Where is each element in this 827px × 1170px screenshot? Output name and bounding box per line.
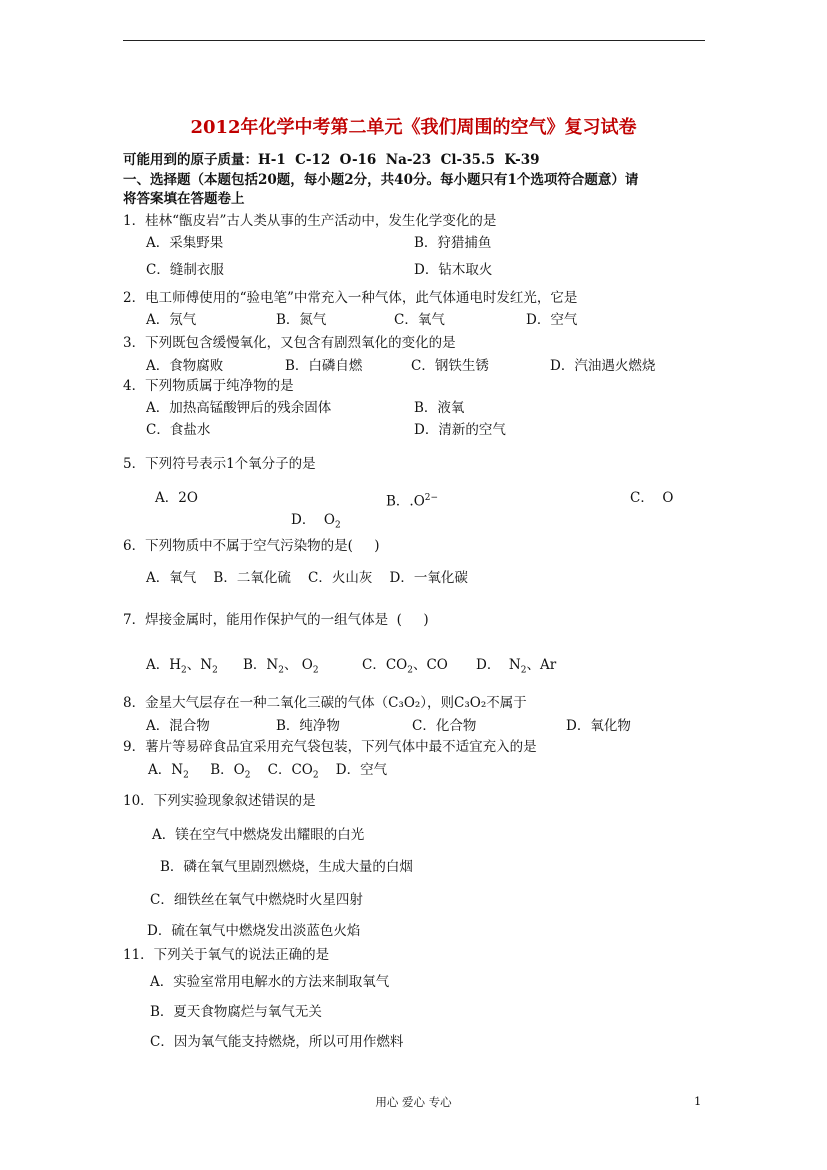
q9-option-d: D．空气 — [335, 762, 388, 778]
q8-stem: 8．金星大气层存在一种二氧化三碳的气体（C₃O₂），则C₃O₂不属于 — [123, 695, 527, 711]
q6-options: A．氧气 B．二氧化硫 C．火山灰 D．一氧化碳 — [146, 570, 468, 586]
page-title: 2012年化学中考第二单元《我们周围的空气》复习试卷 — [190, 117, 637, 138]
q7-option-b: B．$N_2$、 $O_2$ — [243, 657, 319, 676]
q2-option-c: C．氧气 — [394, 312, 445, 328]
q1-stem: 1．桂林“甑皮岩”古人类从事的生产活动中，发生化学变化的是 — [123, 213, 497, 229]
q10-option-b: B．磷在氧气里剧烈燃烧，生成大量的白烟 — [160, 859, 413, 875]
q7-option-c: C．$CO_2$、CO — [362, 657, 448, 676]
q5-option-c: C． O — [630, 490, 674, 506]
q8-option-a: A．混合物 — [146, 718, 210, 734]
q4-option-d: D．清新的空气 — [414, 422, 506, 438]
q2-option-b: B．氮气 — [276, 312, 327, 328]
q4-option-b: B．液氧 — [414, 400, 465, 416]
page-footer: 用心 爱心 专心 — [375, 1095, 452, 1109]
q10-option-c: C．细铁丝在氧气中燃烧时火星四射 — [150, 892, 363, 908]
q10-stem: 10．下列实验现象叙述错误的是 — [123, 793, 316, 809]
page-number: 1 — [694, 1094, 702, 1108]
q1-option-a: A．采集野果 — [146, 235, 224, 251]
q10-option-d: D．硫在氧气中燃烧发出淡蓝色火焰 — [147, 923, 361, 939]
q2-option-d: D．空气 — [526, 312, 578, 328]
section-heading-line2: 将答案填在答题卷上 — [123, 191, 245, 207]
q9-options: A．$N_2$ B．$O_2$ C．$CO_2$ D．空气 — [148, 762, 388, 781]
q3-option-b: B．白磷自燃 — [285, 358, 363, 374]
q6-stem: 6．下列物质中不属于空气污染物的是( ) — [123, 538, 380, 554]
q9-stem: 9．薯片等易碎食品宜采用充气袋包装，下列气体中最不适宜充入的是 — [123, 739, 537, 755]
section-heading-line1: 一、选择题（本题包括20题，每小题2分，共40分。每小题只有1个选项符合题意）请 — [123, 172, 639, 188]
q5-option-b: B．$.O^{2-}$ — [386, 493, 439, 510]
q4-option-a: A．加热高锰酸钾后的残余固体 — [146, 400, 332, 416]
q8-option-c: C．化合物 — [412, 718, 477, 734]
q5-option-a: A．2O — [155, 490, 198, 506]
q2-stem: 2．电工师傅使用的“验电笔”中常充入一种气体，此气体通电时发红光，它是 — [123, 290, 578, 306]
q3-option-d: D．汽油遇火燃烧 — [550, 358, 656, 374]
q4-stem: 4．下列物质属于纯净物的是 — [123, 378, 294, 394]
q11-stem: 11．下列关于氧气的说法正确的是 — [123, 947, 330, 963]
q5-option-d: D． $O_2$ — [291, 512, 341, 531]
q10-option-a: A．镁在空气中燃烧发出耀眼的白光 — [152, 827, 365, 843]
q7-stem: 7．焊接金属时，能用作保护气的一组气体是 ( ) — [123, 612, 429, 628]
q1-option-d: D．钻木取火 — [414, 262, 493, 278]
q1-option-b: B．狩猎捕鱼 — [414, 235, 492, 251]
q8-option-d: D．氧化物 — [566, 718, 631, 734]
q3-stem: 3．下列既包含缓慢氧化，又包含有剧烈氧化的变化的是 — [123, 335, 456, 351]
q7-option-a: A．$H_2$、$N_2$ — [146, 657, 218, 676]
q3-option-a: A．食物腐败 — [146, 358, 224, 374]
q1-option-c: C．缝制衣服 — [146, 262, 224, 278]
q5-stem: 5．下列符号表示1个氧分子的是 — [123, 456, 316, 472]
header-rule — [123, 40, 705, 41]
q8-option-b: B．纯净物 — [276, 718, 340, 734]
q7-option-d: D． $N_2$、Ar — [476, 657, 557, 676]
q4-option-c: C．食盐水 — [146, 422, 211, 438]
q11-option-b: B．夏天食物腐烂与氧气无关 — [150, 1004, 322, 1020]
atomic-mass-line: 可能用到的原子质量：H-1 C-12 O-16 Na-23 Cl-35.5 K-39 — [123, 152, 540, 168]
q2-option-a: A．氖气 — [146, 312, 197, 328]
q11-option-a: A．实验室常用电解水的方法来制取氧气 — [150, 974, 390, 990]
q11-option-c: C．因为氧气能支持燃烧，所以可用作燃料 — [150, 1034, 404, 1050]
q3-option-c: C．钢铁生锈 — [411, 358, 489, 374]
